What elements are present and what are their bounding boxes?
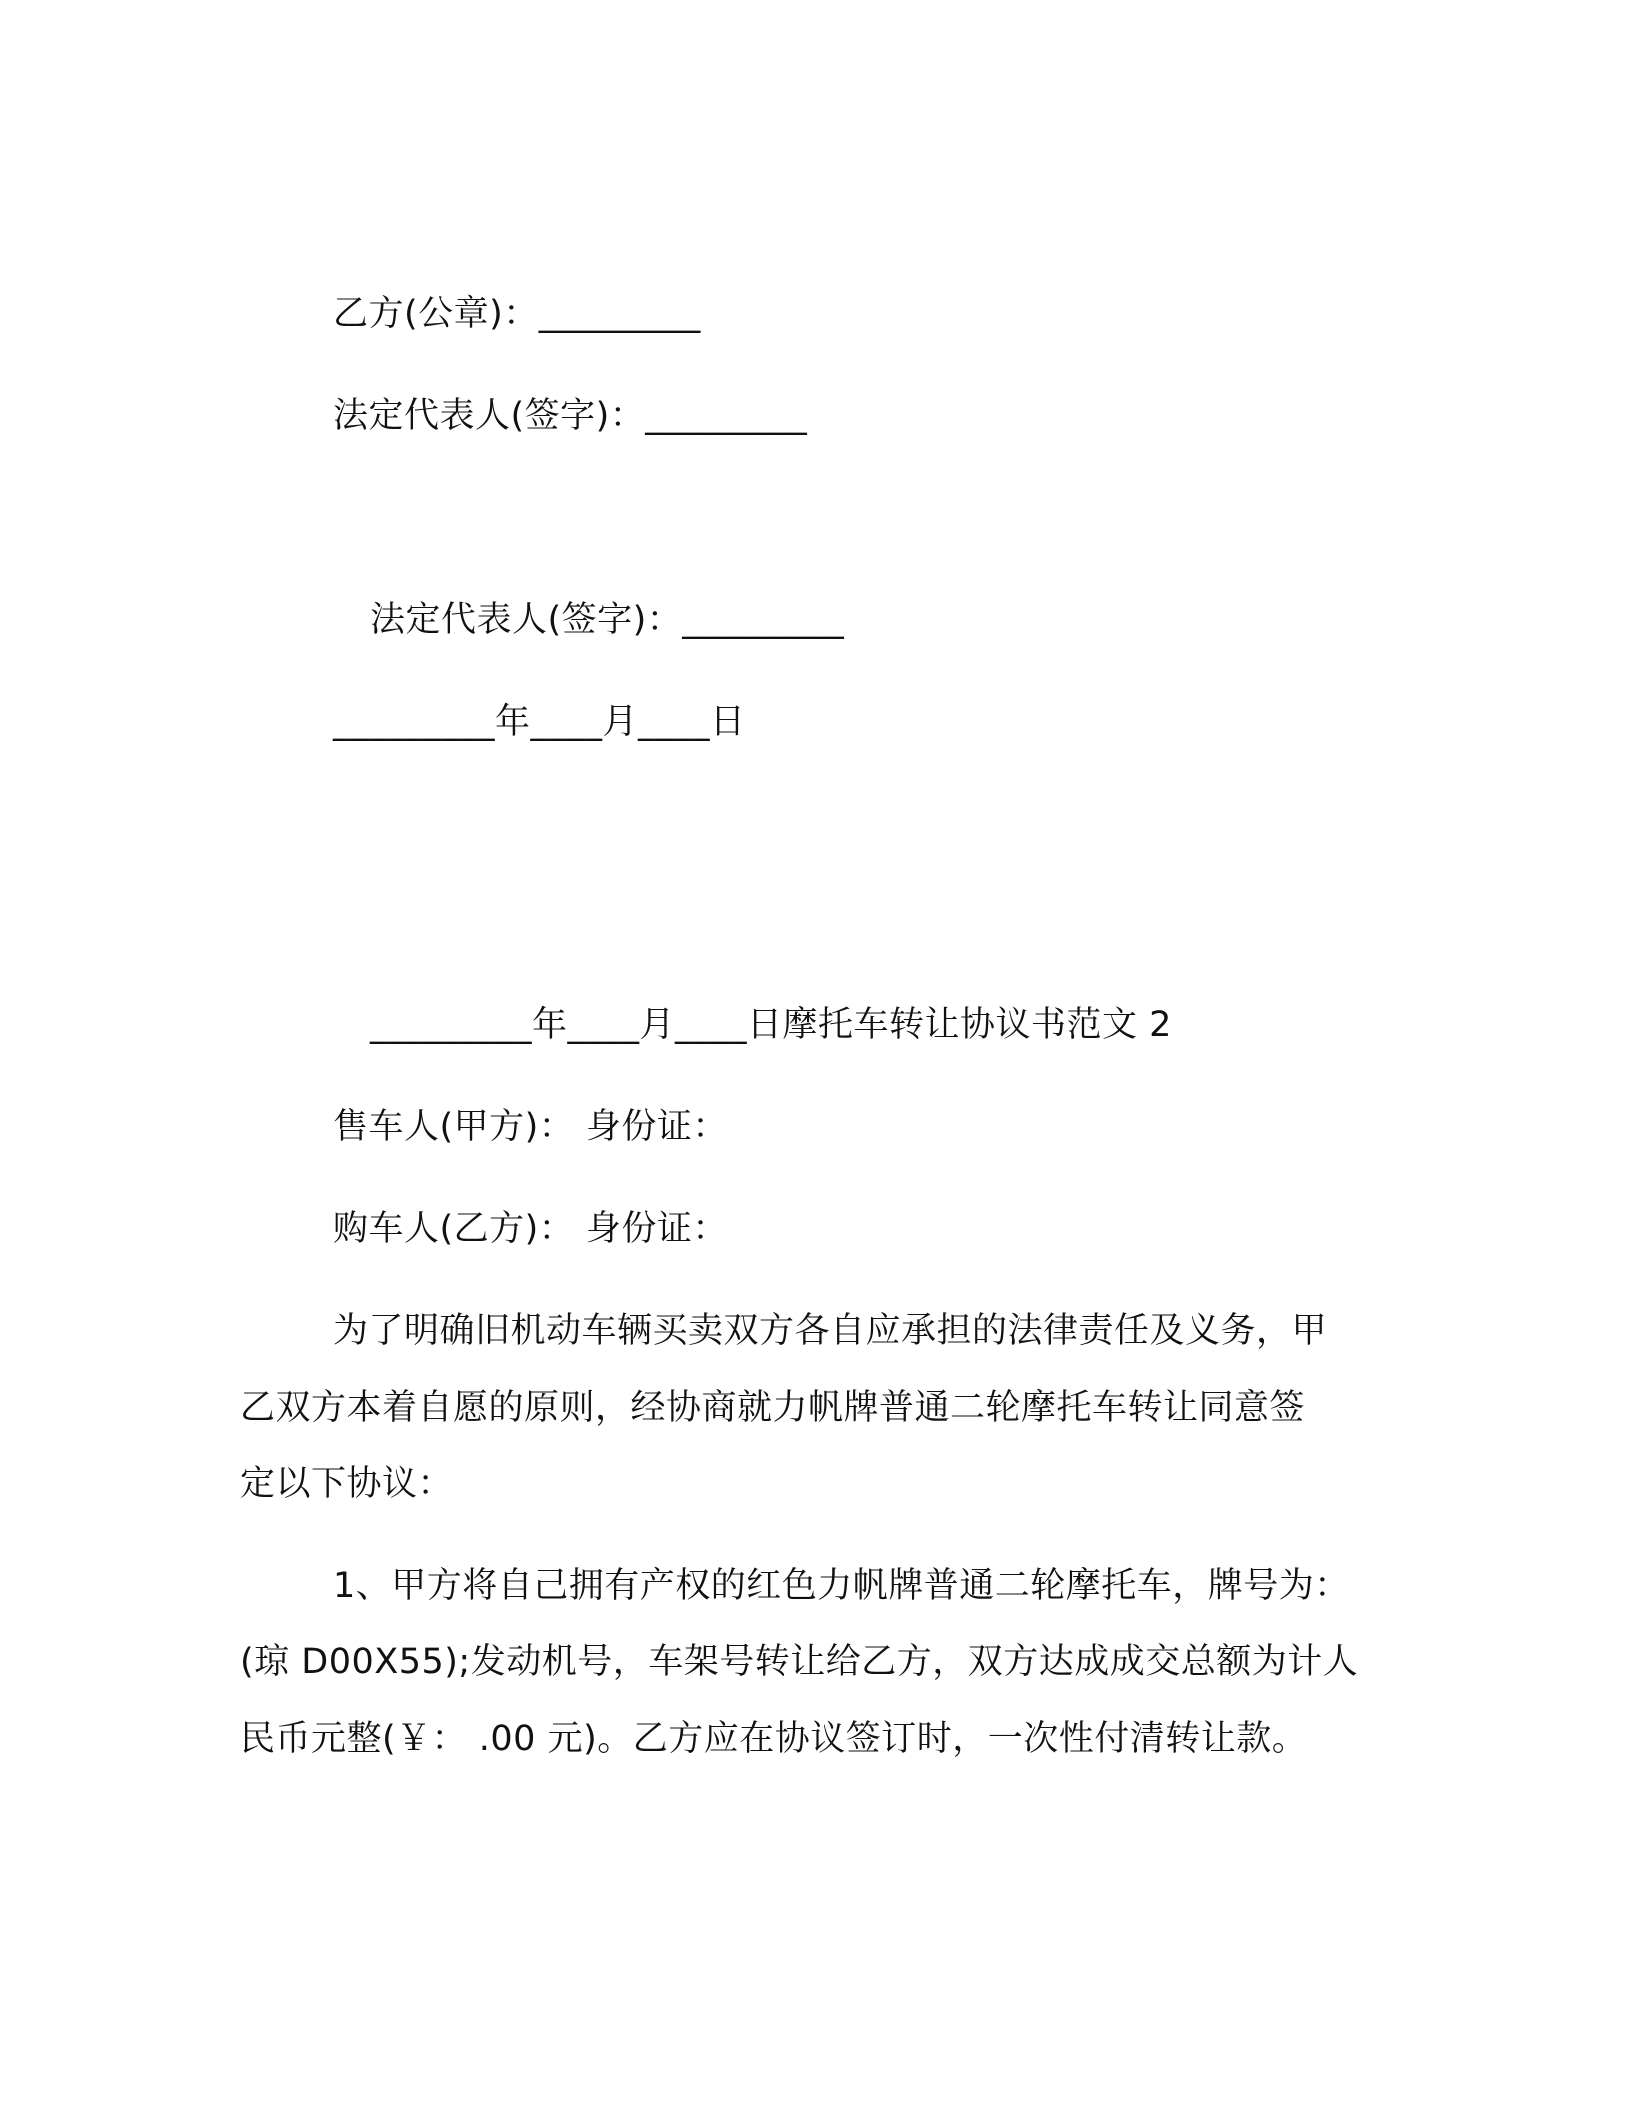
agreement-title: _________年____月____日摩托车转让协议书范文 2 [370, 1005, 1172, 1045]
clause-1-line: 1、甲方将自己拥有产权的红色力帆牌普通二轮摩托车，牌号为： [333, 1566, 1350, 1606]
legal-representative-line: 法定代表人(签字)：_________ [370, 600, 845, 640]
intro-paragraph-line: 定以下协议： [240, 1464, 454, 1504]
date-line: _________年____月____日 [333, 702, 746, 742]
intro-paragraph-line: 为了明确旧机动车辆买卖双方各自应承担的法律责任及义务，甲 [333, 1311, 1328, 1351]
party-b-seal-line: 乙方(公章)：_________ [333, 294, 701, 334]
buyer-line: 购车人(乙方)： 身份证： [333, 1209, 728, 1249]
legal-representative-line: 法定代表人(签字)：_________ [333, 396, 808, 436]
clause-1-line: (琼 D00X55);发动机号，车架号转让给乙方，双方达成成交总额为计人 [240, 1642, 1359, 1682]
clause-1-line: 民币元整(￥： .00 元)。乙方应在协议签订时，一次性付清转让款。 [240, 1719, 1308, 1759]
intro-paragraph-line: 乙双方本着自愿的原则，经协商就力帆牌普通二轮摩托车转让同意签 [240, 1388, 1306, 1428]
seller-line: 售车人(甲方)： 身份证： [333, 1107, 728, 1147]
